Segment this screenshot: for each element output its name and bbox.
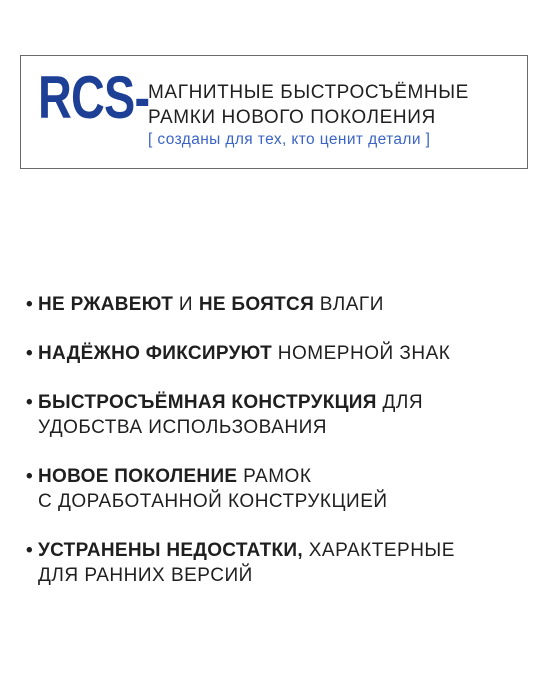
feature-bold: БЫСТРОСЪЁМНАЯ КОНСТРУКЦИЯ xyxy=(38,392,377,413)
feature-text: ВЛАГИ xyxy=(314,294,384,315)
feature-text: И xyxy=(173,294,199,315)
feature-text: РАМОК xyxy=(237,466,312,487)
bullet-icon: • xyxy=(26,294,34,315)
bullet-icon: • xyxy=(26,540,34,561)
header-tagline: [ созданы для тех, кто ценит детали ] xyxy=(148,131,431,148)
feature-list xyxy=(26,292,526,612)
bullet-icon: • xyxy=(26,343,34,364)
feature-item-quick-release xyxy=(26,390,526,440)
brand-logo: RCS- xyxy=(38,64,150,131)
feature-bold: УСТРАНЕНЫ НЕДОСТАТКИ, xyxy=(38,540,303,561)
feature-text-line-2: С ДОРАБОТАННОЙ КОНСТРУКЦИЕЙ xyxy=(38,491,388,512)
feature-text: ДЛЯ xyxy=(376,392,424,413)
feature-text-line-2: ДЛЯ РАННИХ ВЕРСИЙ xyxy=(38,565,253,586)
feature-text: НОМЕРНОЙ ЗНАК xyxy=(272,343,451,364)
feature-text: ХАРАКТЕРНЫЕ xyxy=(302,540,455,561)
feature-bold: НЕ БОЯТСЯ xyxy=(198,294,315,315)
bullet-icon: • xyxy=(26,466,34,487)
feature-bold: НЕ РЖАВЕЮТ xyxy=(38,294,174,315)
feature-bold: НОВОЕ ПОКОЛЕНИЕ xyxy=(38,466,238,487)
feature-bold: НАДЁЖНО ФИКСИРУЮТ xyxy=(38,343,273,364)
header-title-line-2: РАМКИ НОВОГО ПОКОЛЕНИЯ xyxy=(148,107,436,128)
bullet-icon: • xyxy=(26,392,34,413)
header-banner xyxy=(20,55,528,169)
feature-item-fixation xyxy=(26,341,526,366)
feature-item-fixed-defects xyxy=(26,538,526,588)
header-text xyxy=(148,80,469,150)
header-title-line-1: МАГНИТНЫЕ БЫСТРОСЪЁМНЫЕ xyxy=(148,82,469,103)
feature-item-new-generation xyxy=(26,464,526,514)
feature-text-line-2: УДОБСТВА ИСПОЛЬЗОВАНИЯ xyxy=(38,417,327,438)
feature-item-rust xyxy=(26,292,526,317)
